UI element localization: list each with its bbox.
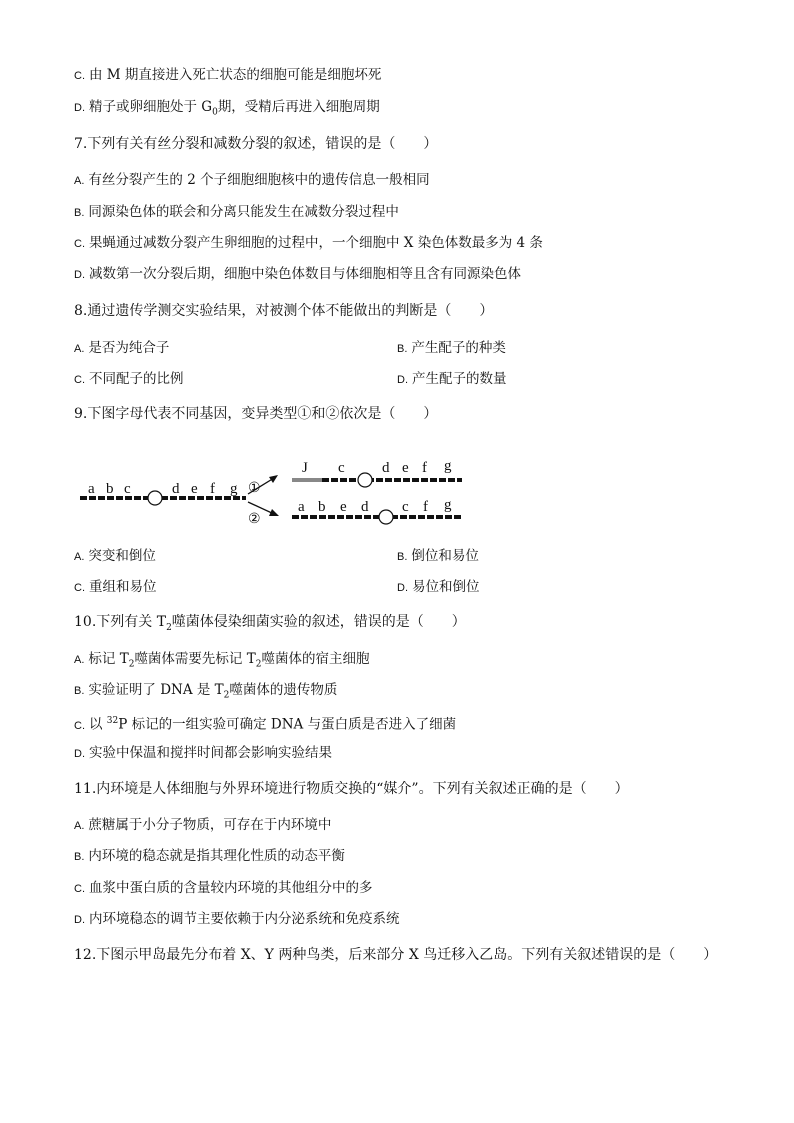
gene-label: d: [172, 481, 180, 497]
gene-label: e: [191, 481, 198, 497]
option-letter: D.: [74, 269, 85, 281]
q9-option-d: [397, 578, 480, 597]
q10-option-c: [74, 712, 456, 735]
option-text-part: 噬菌体的遗传物质: [229, 682, 338, 698]
option-text: 内环境的稳态就是指其理化性质的动态平衡: [88, 848, 345, 864]
option-text-part: 噬菌体的宿主细胞: [261, 651, 370, 667]
stem-part: 10.下列有关 T: [74, 614, 167, 630]
option-text: 易位和倒位: [412, 579, 480, 595]
question-12-stem: 12.下图示甲岛最先分布着 X、Y 两种鸟类，后来部分 X 鸟迁移入乙岛。下列有关叙述错误的是（ ）: [74, 947, 718, 963]
option-letter: C.: [74, 719, 85, 732]
option-letter: D.: [74, 748, 85, 760]
gene-label: a: [298, 499, 305, 515]
label-1: ①: [248, 481, 261, 496]
option-letter: D.: [74, 102, 85, 114]
option-letter: B.: [74, 685, 85, 697]
option-text: 同源染色体的联会和分离只能发生在减数分裂过程中: [88, 204, 399, 220]
option-text: 不同配子的比例: [89, 371, 184, 387]
q8-option-d: [397, 370, 507, 389]
gene-label: g: [230, 481, 238, 497]
option-text: 突变和倒位: [88, 548, 156, 564]
option-text: 产生配子的数量: [412, 371, 507, 387]
option-text: 是否为纯合子: [88, 340, 170, 356]
gene-label: d: [361, 499, 369, 515]
gene-label: e: [340, 499, 347, 515]
option-letter: B.: [397, 343, 408, 355]
option-text-part: 标记 T: [88, 651, 129, 667]
q8-option-b: [397, 339, 506, 358]
option-letter: C.: [74, 70, 85, 82]
gene-label: e: [402, 460, 409, 476]
subscript: 2: [166, 622, 172, 633]
question-9-stem: 9.下图字母代表不同基因，变异类型①和②依次是（ ）: [74, 406, 438, 422]
stem-part: 噬菌体侵染细菌实验的叙述，错误的是（ ）: [171, 614, 466, 630]
subscript: 0: [212, 107, 218, 118]
option-letter: C.: [74, 374, 85, 386]
q10-option-b: [74, 681, 337, 705]
option-letter: A.: [74, 551, 85, 563]
gene-label: c: [124, 481, 131, 497]
option-text-part: 以: [89, 716, 107, 733]
q6-option-c: [74, 66, 381, 85]
option-text: 内环境稳态的调节主要依赖于内分泌系统和免疫系统: [89, 911, 400, 927]
option-text: 倒位和易位: [411, 548, 479, 564]
gene-label: b: [106, 481, 114, 497]
q11-option-d: [74, 910, 400, 929]
option-letter: B.: [74, 207, 85, 219]
option-text: 产生配子的种类: [411, 340, 506, 356]
option-letter: D.: [397, 582, 408, 594]
option-text: 血浆中蛋白质的含量较内环境的其他组分中的多: [89, 880, 373, 896]
label-2: ②: [248, 512, 261, 527]
q10-option-d: [74, 744, 332, 763]
q7-option-d: [74, 265, 521, 284]
option-letter: D.: [74, 914, 85, 926]
option-text-part: 期，受精后再进入细胞周期: [217, 99, 380, 115]
gene-label: b: [318, 499, 326, 515]
gene-label: c: [338, 460, 345, 476]
q11-option-b: [74, 847, 345, 866]
option-text: 有丝分裂产生的 2 个子细胞细胞核中的遗传信息一般相同: [88, 172, 430, 188]
option-letter: A.: [74, 654, 85, 666]
option-text-part: 精子或卵细胞处于 G: [89, 99, 213, 115]
option-letter: A.: [74, 343, 85, 355]
q7-option-b: [74, 203, 399, 222]
subscript: 2: [255, 659, 262, 670]
subscript: 2: [128, 659, 135, 670]
option-letter: C.: [74, 238, 85, 250]
q11-option-c: [74, 879, 373, 898]
chromosome-mutation-diagram: [78, 450, 478, 540]
superscript: 32: [106, 716, 119, 726]
question-8-stem: 8.通过遗传学测交实验结果，对被测个体不能做出的判断是（ ）: [74, 303, 494, 319]
gene-label: a: [88, 481, 95, 497]
gene-label: f: [422, 460, 427, 476]
option-text: 减数第一次分裂后期，细胞中染色体数目与体细胞相等且含有同源染色体: [89, 266, 521, 282]
option-letter: B.: [74, 851, 85, 863]
q9-option-a: [74, 547, 156, 566]
option-letter: B.: [397, 551, 408, 563]
option-letter: C.: [74, 582, 85, 594]
option-letter: C.: [74, 883, 85, 895]
q11-option-a: [74, 816, 331, 835]
subscript: 2: [223, 690, 230, 701]
gene-label: J: [302, 460, 308, 476]
option-text-part: 实验证明了 DNA 是 T: [88, 682, 224, 698]
q9-option-b: [397, 547, 479, 566]
option-text-part: 噬菌体需要先标记 T: [134, 651, 256, 667]
q10-option-a: [74, 650, 369, 674]
gene-label: d: [382, 460, 390, 476]
gene-label: g: [444, 458, 452, 474]
option-text: 果蝇通过减数分裂产生卵细胞的过程中，一个细胞中 X 染色体数最多为 4 条: [89, 235, 543, 251]
gene-label: f: [210, 481, 215, 497]
original-chromosome: [80, 481, 246, 505]
mutation-arrows: [248, 475, 279, 527]
q6-option-d: [74, 98, 380, 122]
option-text: 实验中保温和搅拌时间都会影响实验结果: [89, 745, 332, 761]
question-10-stem: [74, 613, 466, 637]
option-letter: D.: [397, 374, 408, 386]
gene-label: f: [423, 499, 428, 515]
gene-label: g: [444, 497, 452, 513]
q7-option-c: [74, 234, 543, 253]
q7-option-a: [74, 171, 430, 190]
option-text: 蔗糖属于小分子物质，可存在于内环境中: [88, 817, 332, 833]
mutant-chromosome-2: [292, 497, 462, 524]
q9-option-c: [74, 578, 157, 597]
question-11-stem: 11.内环境是人体细胞与外界环境进行物质交换的“媒介”。下列有关叙述正确的是（ ）: [74, 781, 629, 797]
centromere: [148, 491, 162, 505]
centromere: [358, 473, 372, 487]
centromere: [379, 510, 393, 524]
q8-option-c: [74, 370, 184, 389]
q8-option-a: [74, 339, 169, 358]
option-text-part: P 标记的一组实验可确定 DNA 与蛋白质是否进入了细菌: [118, 716, 457, 733]
option-text: 由 M 期直接进入死亡状态的细胞可能是细胞坏死: [89, 67, 382, 83]
option-letter: A.: [74, 820, 85, 832]
option-text: 重组和易位: [89, 579, 157, 595]
question-7-stem: 7.下列有关有丝分裂和减数分裂的叙述，错误的是（ ）: [74, 136, 438, 152]
mutant-chromosome-1: [292, 458, 462, 487]
option-letter: A.: [74, 175, 85, 187]
gene-label: c: [402, 499, 409, 515]
